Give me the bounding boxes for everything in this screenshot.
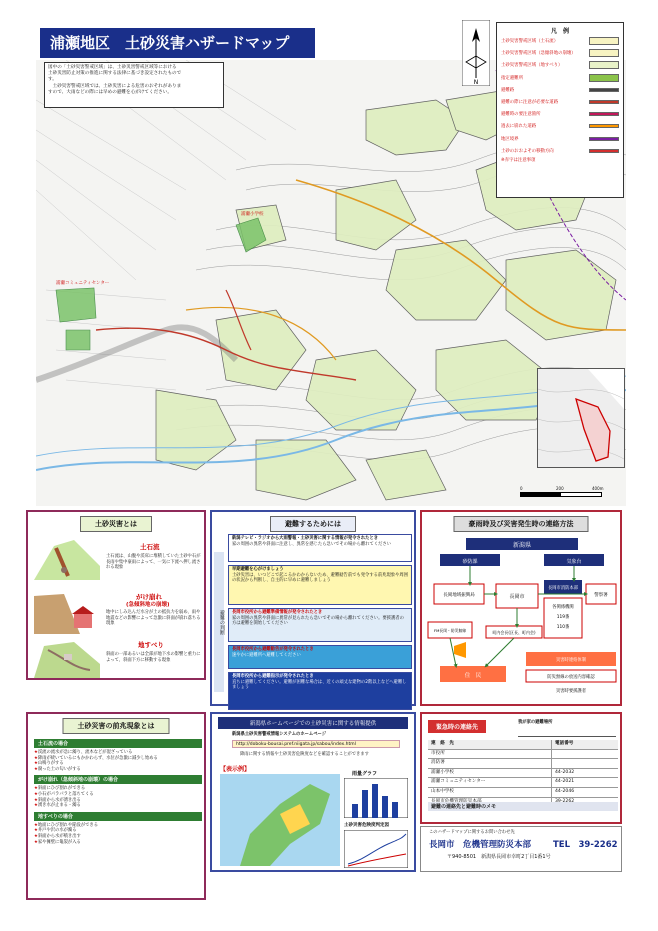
web-site-name: 新潟県土砂災害警戒情報システムのホームページ (232, 732, 327, 737)
contact-row: 浦瀬コミュニティセンター 44-2021 (428, 778, 618, 788)
svg-text:気象台: 気象台 (566, 559, 582, 565)
emergency-contacts-panel (420, 712, 622, 824)
evac-step: 長岡市役所から避難準備情報が発令されたとき 家の周囲の異常や斜面に異常が見られたら急いでその場から離れてください。要援護者の方は避難を開始してください (228, 608, 412, 642)
footer-tel: TEL 39-2262 (553, 840, 618, 850)
local-title: 我が家の避難場所 (518, 720, 553, 725)
svg-text:災害時連絡体制: 災害時連絡体制 (555, 658, 587, 663)
steep-slope-illustration (34, 590, 100, 634)
signs-item: ★斜面から水が湧き出る (34, 797, 81, 803)
legend-list (497, 35, 623, 157)
warning-signs-panel (26, 712, 206, 900)
svg-text:長岡市: 長岡市 (509, 594, 525, 600)
legend-swatch (589, 137, 619, 141)
local-evac-field[interactable] (518, 728, 616, 737)
signs-group-title: 土石流の場合 (34, 739, 202, 748)
contacts-title: 緊急時の連絡先 (428, 720, 486, 733)
signs-item: ★斜面にひび割れができる (34, 786, 86, 792)
risk-chart-label: 土砂災害危険度判定図 (344, 823, 389, 828)
legend-swatch (589, 49, 619, 57)
evac-panel-title: 避難するためには (270, 516, 356, 532)
legend-swatch (589, 37, 619, 45)
contact-row: 市役所 (428, 750, 618, 760)
debris-flow-desc: 土石流は、山腹や渓床に堆積していた土砂や石が長雨や集中豪雨によって、一気に下流へ押し流される現象 (106, 554, 201, 571)
rain-chart-label: 雨量グラフ (352, 771, 378, 777)
evac-steps (228, 534, 412, 713)
contact-row: 浦瀬小学校 44-2032 (428, 769, 618, 779)
svg-text:N: N (473, 79, 479, 86)
signs-item: ★小石がパラパラと落ちてくる (34, 791, 94, 797)
debris-flow-illustration (34, 536, 100, 580)
contact-row: 消防署 (428, 759, 618, 769)
legend-title: 凡 例 (550, 28, 569, 35)
steep-slope-desc: 地中にしみ込んだ水分が土の抵抗力を弱め、雨や地震などの影響によって急激に斜面が崩れ落ちる現象 (106, 610, 201, 627)
web-info-panel (210, 712, 416, 872)
svg-text:長岡市消防本部: 長岡市消防本部 (547, 586, 579, 591)
svg-text:防災無線の放送内容確認: 防災無線の放送内容確認 (547, 675, 595, 680)
footer-contact (420, 826, 622, 872)
signs-item: ★斜面から水が噴き出す (34, 833, 81, 839)
legend-swatch (589, 112, 619, 116)
svg-text:新潟県: 新潟県 (512, 542, 532, 549)
signs-item: ★降雨が続いているにもかかわらず、水位が急激に減少し始める (34, 755, 158, 761)
scale-bar: 0 200 400m (520, 486, 610, 498)
landslide-types-panel: 土砂災害とは 土石流 土石流は、山腹や渓床に堆積していた土砂や石が長雨や集中豪雨によって、一気に下流へ押し流される現象 がけ崩れ (急傾斜地の崩壊) 地中にしみ込んだ水分が土の抵抗力を弱め、雨や地震などの影響によって急激に斜面が崩れ落ちる現象 地すべり 斜面の一部あるいは全部が地下水の影響と重力によって、斜面下方に移動する現象 (26, 510, 206, 680)
legend-item: 土砂災害警戒区域（急傾斜地の崩壊） (497, 47, 623, 59)
footer-inquiry: このハザードマップに関するお問い合わせ先 (429, 830, 515, 835)
map-legend (496, 22, 624, 198)
svg-text:災害時要援護者: 災害時要援護者 (555, 689, 587, 694)
signs-item: ★山鳴りがする (34, 761, 64, 767)
legend-item: 避難の際に注意が必要な道路 (497, 96, 623, 108)
speaker-icon (454, 642, 466, 658)
legend-swatch (589, 100, 619, 104)
footer-address: 〒940-8501 新潟県長岡市幸町2丁目1番1号 (447, 854, 551, 860)
signs-item: ★渓流の流水が急に濁り、流木などが混ざっている (34, 750, 133, 755)
contacts-table (428, 740, 618, 807)
evac-step: 長岡市役所から避難勧告が発令されたとき 速やかに避難所へ避難してください (228, 645, 412, 669)
signs-list (34, 736, 202, 845)
community-label: 浦瀬コミュニティセンター (56, 281, 110, 286)
legend-item: 土砂災害警戒区域（土石流） (497, 35, 623, 47)
evac-step: 長岡市役所から避難指示が発令されたとき 直ちに避難してください。避難が困難な場合は、近くの頑丈な建物の2階以上などへ避難しましょう (228, 672, 412, 710)
legend-swatch (589, 88, 619, 92)
compass-icon (462, 20, 490, 86)
svg-text:住 民: 住 民 (464, 673, 482, 679)
signs-item: ★井戸や沢の水が濁る (34, 828, 77, 834)
evac-step: 早期避難を心がけましょう 土砂災害は、いつどこで起こるかわからないため、避難勧告前でも発令する前兆現象や周囲の状況から判断し、自主的に早めに避難しましょう (228, 565, 412, 605)
signs-item: ★腐った土の匂いがする (34, 766, 81, 772)
legend-item: 土砂のおおよその移動方向 (497, 145, 623, 157)
contact-method-panel (420, 510, 622, 706)
svg-text:110番: 110番 (556, 625, 570, 630)
legend-item: 地区境界 (497, 133, 623, 145)
legend-item: 避難時の要注意箇所 (497, 108, 623, 120)
legend-swatch (589, 149, 619, 153)
web-url[interactable]: http://doboku-bousai.pref.niigata.jp/sabou/index.html (232, 740, 400, 748)
landslip-label: 地すべり (138, 641, 164, 649)
evac-step: 新潟テレビ・ラジオから大雨警報・土砂災害に関する情報が発令されたとき 家の周囲の異常や斜面に注意し、異常を感じたら急いでその場から離れてください (228, 534, 412, 562)
svg-text:砂防課: 砂防課 (462, 559, 478, 565)
landslip-desc: 斜面の一部あるいは全部が地下水の影響と重力によって、斜面下方に移動する現象 (106, 652, 201, 663)
legend-item: 避難路 (497, 84, 623, 96)
risk-chart (344, 830, 408, 868)
memo-title: 避難の連絡先と避難時のメモ (428, 802, 618, 811)
landslide-panel-title: 土砂災害とは (80, 516, 152, 532)
legend-item: 過去に崩れた道路 (497, 120, 623, 132)
svg-text:警察署: 警察署 (594, 593, 608, 598)
footer-org: 長岡市 危機管理防災本部 (429, 840, 532, 850)
landslip-illustration (34, 638, 100, 678)
school-label: 浦瀬小学校 (241, 212, 264, 217)
svg-text:各関係機関: 各関係機関 (552, 605, 574, 610)
svg-text:長岡地域振興局: 長岡地域振興局 (443, 593, 475, 598)
svg-text:119番: 119番 (556, 615, 570, 620)
contact-panel-title: 豪雨時及び災害発生時の連絡方法 (454, 516, 589, 532)
example-map-screenshot (220, 774, 340, 866)
web-panel-title: 新潟県ホームページでの土砂災害に関する情報提供 (218, 717, 408, 729)
legend-swatch (589, 61, 619, 69)
contact-row: 連 絡 先 電話番号 (428, 740, 618, 750)
map-note: 図中の「土砂災害警戒区域」は、土砂災害警戒区域等における 土砂災害防止対策の推進に関する法律に基づき設定されたもので す。 土砂災害警戒区域では、土砂災害による危害のおそれがありま すので、大雨などの際には早めの避難を心がけてください。 (44, 62, 224, 108)
evac-side-label: 避難の判断 (214, 552, 224, 692)
legend-swatch (589, 74, 619, 82)
legend-item: 指定避難所 (497, 72, 623, 84)
legend-swatch (589, 124, 619, 128)
contact-flow-diagram (426, 532, 618, 702)
evacuation-panel (210, 510, 416, 706)
contact-row: 山本中学校 44-2046 (428, 788, 618, 798)
example-label: 【表示例】 (220, 766, 251, 773)
signs-panel-title: 土砂災害の前兆現象とは (63, 718, 170, 734)
signs-group-title: がけ崩れ（急傾斜地の崩壊）の場合 (34, 775, 202, 784)
legend-item: 土砂災害警戒区域（地すべり） (497, 59, 623, 71)
debris-flow-label: 土石流 (140, 543, 160, 551)
legend-note: ※赤字は注意事項 (501, 157, 536, 163)
signs-item: ★湧き水が止まる・濁る (34, 803, 81, 809)
location-inset-map (537, 368, 625, 468)
signs-item: ★家や擁壁に亀裂が入る (34, 839, 81, 845)
svg-text:FM長岡・防災無線: FM長岡・防災無線 (433, 628, 467, 633)
web-note: 降雨に関する情報や土砂災害危険度などを確認することができます (240, 752, 369, 757)
signs-group-title: 地すべりの場合 (34, 812, 202, 821)
map-title: 浦瀬地区 土砂災害ハザードマップ (40, 28, 315, 58)
rain-chart (344, 778, 408, 818)
signs-item: ★地面にひび割れや陥没ができる (34, 822, 99, 828)
svg-text:町内会長(区長、町内会): 町内会長(区長、町内会) (492, 630, 536, 635)
steep-slope-label: がけ崩れ (136, 593, 162, 601)
